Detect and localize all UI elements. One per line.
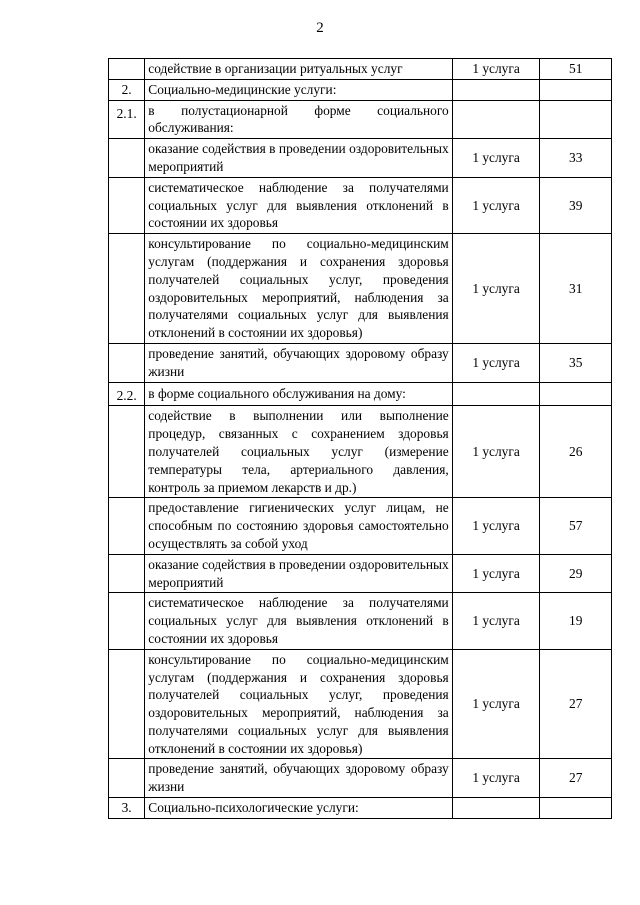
count-cell <box>540 798 612 819</box>
row-number-cell <box>109 593 145 649</box>
unit-cell: 1 услуга <box>452 234 540 344</box>
row-number-cell <box>109 649 145 759</box>
service-description-cell: предоставление гигиенических услуг лицам, не способным по состоянию здоровья самостоятельно осуществлять за собой уход <box>145 498 452 554</box>
service-description-cell: систематическое наблюдение за получателями социальных услуг для выявления отклонений в состоянии их здоровья <box>145 593 452 649</box>
service-description-cell: консультирование по социально-медицинским услугам (поддержания и сохранения здоровья получателей социальных услуг, проведения оздоровительных мероприятий, наблюдения за получателями социальных услуг для выявления отклонений в состоянии их здоровья) <box>145 234 452 344</box>
service-description-cell: Социально-медицинские услуги: <box>145 79 452 100</box>
unit-cell: 1 услуга <box>452 406 540 498</box>
row-number-cell <box>109 554 145 593</box>
unit-cell <box>452 79 540 100</box>
unit-cell: 1 услуга <box>452 554 540 593</box>
table-row <box>109 343 612 382</box>
unit-cell: 1 услуга <box>452 498 540 554</box>
table-row <box>109 593 612 649</box>
row-number-cell <box>109 343 145 382</box>
table-row <box>109 100 612 139</box>
unit-cell <box>452 100 540 139</box>
count-cell: 27 <box>540 759 612 798</box>
service-description-cell: оказание содействия в проведении оздоровительных мероприятий <box>145 554 452 593</box>
count-cell: 33 <box>540 139 612 178</box>
table-row <box>109 798 612 819</box>
service-description-cell: содействие в организации ритуальных услуг <box>145 59 452 80</box>
row-number-cell <box>109 139 145 178</box>
service-description-cell: оказание содействия в проведении оздоровительных мероприятий <box>145 139 452 178</box>
count-cell <box>540 382 612 406</box>
unit-cell <box>452 382 540 406</box>
table-row <box>109 498 612 554</box>
row-number-cell <box>109 759 145 798</box>
table-row <box>109 234 612 344</box>
service-description-cell: систематическое наблюдение за получателями социальных услуг для выявления отклонений в состоянии их здоровья <box>145 177 452 233</box>
table-row <box>109 139 612 178</box>
table-row <box>109 554 612 593</box>
count-cell <box>540 79 612 100</box>
services-table-body <box>109 59 612 819</box>
table-row <box>109 406 612 498</box>
row-number-cell: 2. <box>109 79 145 100</box>
page-number: 2 <box>316 20 324 36</box>
service-description-cell: в форме социального обслуживания на дому: <box>145 382 452 406</box>
count-cell: 27 <box>540 649 612 759</box>
row-number-cell: 2.2. <box>109 382 145 406</box>
row-number-cell <box>109 406 145 498</box>
row-number-cell <box>109 498 145 554</box>
service-description-cell: содействие в выполнении или выполнение процедур, связанных с сохранением здоровья получателей социальных услуг (измерение температуры тела, артериального давления, контроль за приемом лекарств и др.) <box>145 406 452 498</box>
services-table <box>108 58 612 819</box>
unit-cell: 1 услуга <box>452 593 540 649</box>
row-number-cell <box>109 234 145 344</box>
count-cell: 26 <box>540 406 612 498</box>
service-description-cell: консультирование по социально-медицинским услугам (поддержания и сохранения здоровья получателей социальных услуг, проведения оздоровительных мероприятий, наблюдения за получателями социальных услуг для выявления отклонений в состоянии их здоровья) <box>145 649 452 759</box>
count-cell: 19 <box>540 593 612 649</box>
count-cell: 39 <box>540 177 612 233</box>
table-row <box>109 177 612 233</box>
service-description-cell: в полустационарной форме социального обслуживания: <box>145 100 452 139</box>
unit-cell: 1 услуга <box>452 59 540 80</box>
count-cell: 31 <box>540 234 612 344</box>
count-cell: 29 <box>540 554 612 593</box>
unit-cell: 1 услуга <box>452 759 540 798</box>
row-number-cell <box>109 177 145 233</box>
table-row <box>109 79 612 100</box>
unit-cell: 1 услуга <box>452 649 540 759</box>
count-cell: 51 <box>540 59 612 80</box>
service-description-cell: проведение занятий, обучающих здоровому образу жизни <box>145 343 452 382</box>
unit-cell: 1 услуга <box>452 139 540 178</box>
count-cell: 35 <box>540 343 612 382</box>
service-description-cell: Социально-психологические услуги: <box>145 798 452 819</box>
count-cell <box>540 100 612 139</box>
table-row <box>109 382 612 406</box>
unit-cell <box>452 798 540 819</box>
table-row <box>109 759 612 798</box>
row-number-cell: 2.1. <box>109 100 145 139</box>
service-description-cell: проведение занятий, обучающих здоровому образу жизни <box>145 759 452 798</box>
row-number-cell: 3. <box>109 798 145 819</box>
row-number-cell <box>109 59 145 80</box>
table-row <box>109 59 612 80</box>
count-cell: 57 <box>540 498 612 554</box>
table-row <box>109 649 612 759</box>
unit-cell: 1 услуга <box>452 177 540 233</box>
unit-cell: 1 услуга <box>452 343 540 382</box>
